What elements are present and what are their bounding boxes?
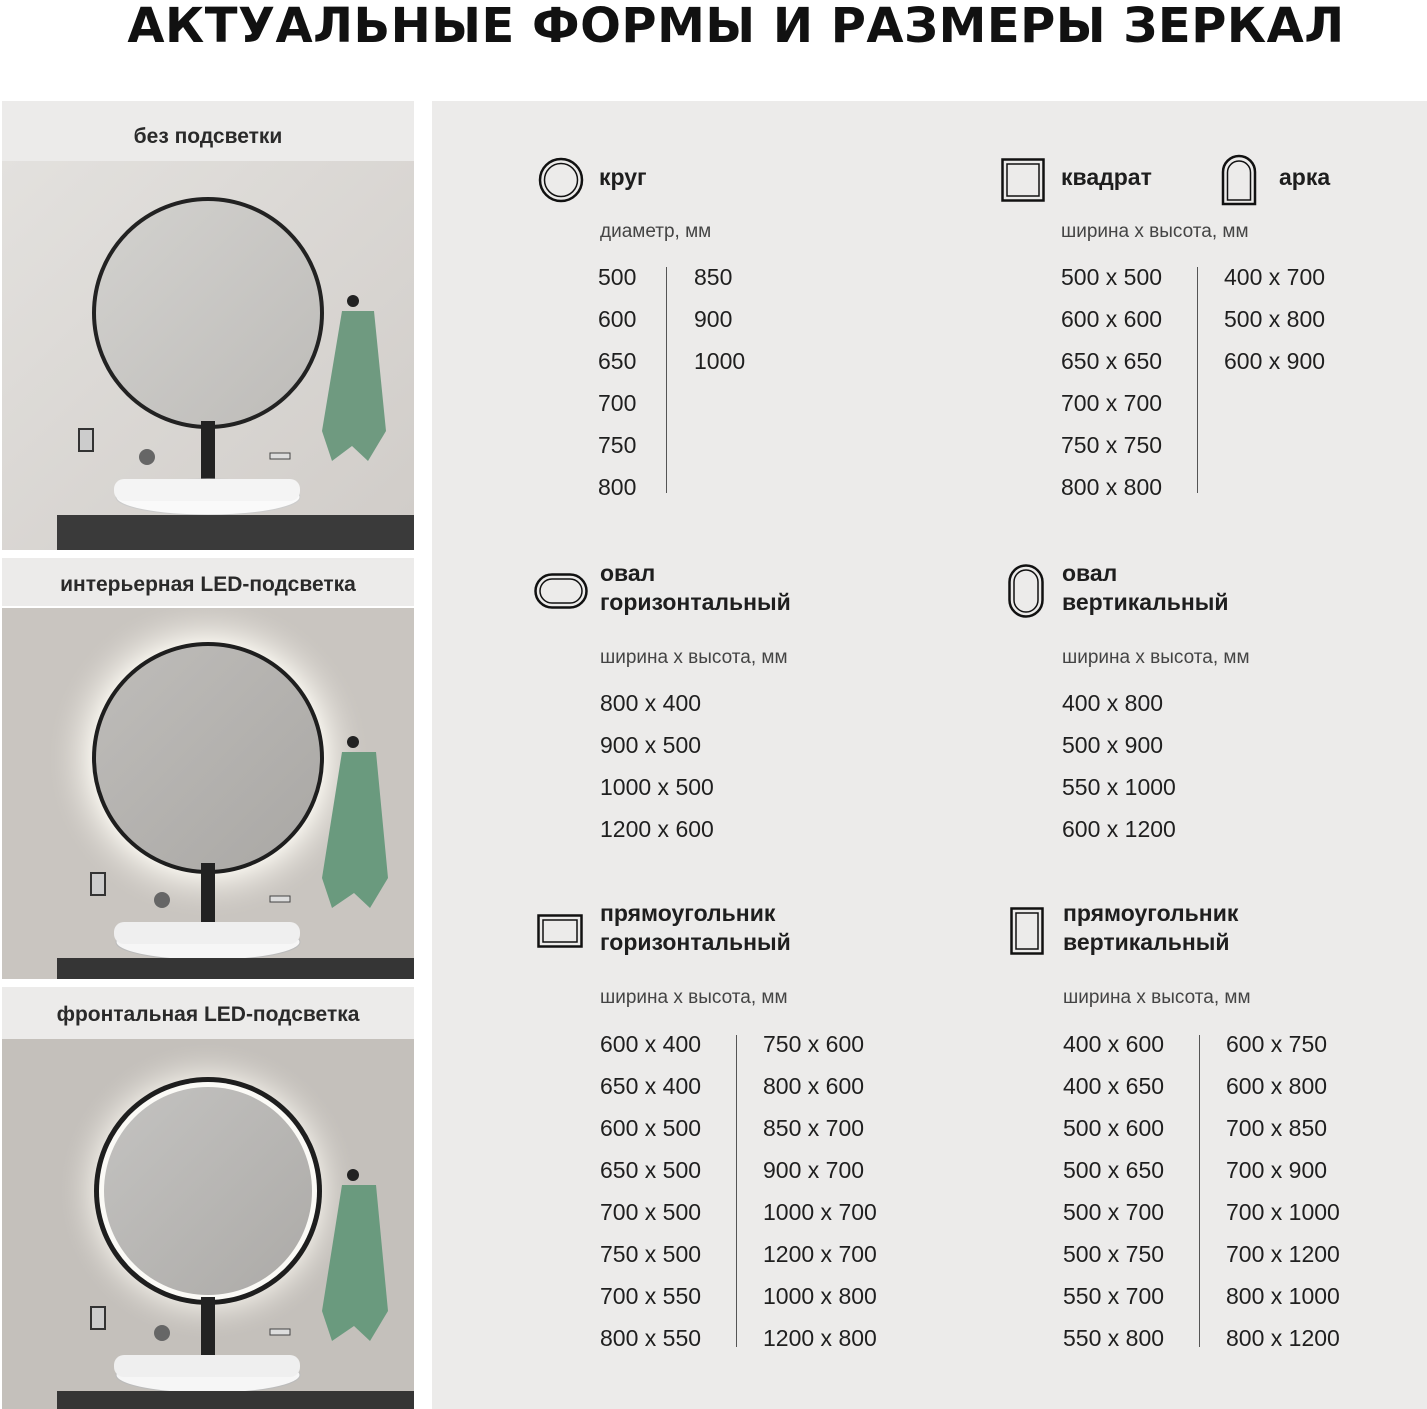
shape-unit-label: ширина х высота, мм [600, 647, 788, 668]
size-value: 500 x 750 [1063, 1241, 1165, 1267]
size-value: 400 x 600 [1063, 1031, 1165, 1057]
size-list [598, 256, 636, 508]
size-value: 600 x 500 [600, 1115, 702, 1141]
shape-title: прямоугольник [1063, 900, 1239, 926]
size-value: 600 x 400 [600, 1031, 702, 1057]
variant-label: интерьерная LED-подсветка [2, 558, 414, 606]
size-value: 800 x 600 [763, 1073, 865, 1099]
size-value: 500 [598, 264, 637, 290]
mirror-photo-no-light [2, 161, 414, 550]
variant-no-light [2, 101, 414, 550]
size-value: 900 x 700 [763, 1157, 865, 1183]
size-value: 550 x 800 [1063, 1325, 1165, 1351]
size-value: 800 x 400 [600, 690, 702, 716]
size-value: 650 x 650 [1061, 348, 1163, 374]
size-value: 500 x 800 [1224, 306, 1326, 332]
shape-unit-label: ширина х высота, мм [1062, 647, 1250, 668]
size-value: 1200 x 600 [600, 816, 714, 842]
size-value: 700 x 900 [1226, 1157, 1328, 1183]
shape-unit-label: диаметр, мм [600, 221, 712, 242]
size-value: 850 [694, 264, 733, 290]
size-value: 1000 x 800 [763, 1283, 877, 1309]
size-list [600, 682, 714, 850]
shape-unit-label: ширина х высота, мм [600, 987, 788, 1008]
mirror-photo-front-led [2, 1039, 414, 1409]
rect-vertical-shape-icon [1010, 907, 1044, 955]
circle-shape-icon [538, 157, 584, 203]
size-value: 900 [694, 306, 733, 332]
shape-title: горизонтальный [600, 929, 791, 955]
shape-title: вертикальный [1063, 929, 1230, 955]
size-value: 700 x 1200 [1226, 1241, 1340, 1267]
size-value: 650 x 500 [600, 1157, 702, 1183]
shape-title: прямоугольник [600, 900, 776, 926]
size-list [1062, 682, 1176, 850]
variant-label: фронтальная LED-подсветка [2, 987, 414, 1039]
variant-label: без подсветки [2, 101, 414, 161]
size-value: 800 x 1000 [1226, 1283, 1340, 1309]
size-value: 1000 [694, 348, 746, 374]
oval-horizontal-shape-icon [534, 573, 588, 609]
size-value: 1200 x 700 [763, 1241, 877, 1267]
shape-unit-label: ширина х высота, мм [1063, 987, 1251, 1008]
size-value: 700 x 700 [1061, 390, 1163, 416]
shape-title: квадрат [1061, 164, 1152, 190]
size-value: 700 x 850 [1226, 1115, 1328, 1141]
size-value: 600 [598, 306, 637, 332]
column-divider [666, 267, 667, 493]
size-list [694, 256, 745, 382]
size-value: 400 x 650 [1063, 1073, 1165, 1099]
size-value: 750 x 600 [763, 1031, 865, 1057]
rect-horizontal-shape-icon [537, 914, 583, 948]
size-value: 600 x 900 [1224, 348, 1326, 374]
variant-front-led [2, 987, 414, 1409]
variant-interior-led [2, 558, 414, 979]
size-value: 500 x 900 [1062, 732, 1164, 758]
column-divider [1199, 1035, 1200, 1347]
size-value: 800 x 1200 [1226, 1325, 1340, 1351]
size-value: 750 x 750 [1061, 432, 1163, 458]
size-value: 700 x 500 [600, 1199, 702, 1225]
size-value: 750 [598, 432, 637, 458]
size-value: 600 x 800 [1226, 1073, 1328, 1099]
size-value: 800 x 550 [600, 1325, 702, 1351]
shape-title: круг [599, 164, 647, 190]
square-shape-icon [1001, 158, 1045, 202]
size-value: 800 [598, 474, 637, 500]
sizes-panel [432, 101, 1427, 1409]
size-value: 750 x 500 [600, 1241, 702, 1267]
oval-vertical-shape-icon [1008, 564, 1044, 618]
column-divider [736, 1035, 737, 1347]
size-value: 500 x 500 [1061, 264, 1163, 290]
shape-title: вертикальный [1062, 589, 1229, 615]
size-value: 700 x 550 [600, 1283, 702, 1309]
shape-title: горизонтальный [600, 589, 791, 615]
size-value: 600 x 1200 [1062, 816, 1176, 842]
size-value: 500 x 700 [1063, 1199, 1165, 1225]
size-list [600, 1023, 701, 1359]
page-title: АКТУАЛЬНЫЕ ФОРМЫ И РАЗМЕРЫ ЗЕРКАЛ [127, 0, 1345, 54]
size-value: 550 x 700 [1063, 1283, 1165, 1309]
size-list [1063, 1023, 1164, 1359]
size-value: 650 [598, 348, 637, 374]
shape-unit-label: ширина х высота, мм [1061, 221, 1249, 242]
size-list [1226, 1023, 1340, 1359]
mirror-photo-interior-led [2, 608, 414, 979]
size-value: 500 x 650 [1063, 1157, 1165, 1183]
size-value: 900 x 500 [600, 732, 702, 758]
size-value: 400 x 700 [1224, 264, 1326, 290]
size-list [1061, 256, 1162, 508]
size-list [1224, 256, 1325, 382]
shape-title: арка [1279, 164, 1331, 190]
size-value: 650 x 400 [600, 1073, 702, 1099]
size-value: 500 x 600 [1063, 1115, 1165, 1141]
size-value: 1200 x 800 [763, 1325, 877, 1351]
size-value: 600 x 750 [1226, 1031, 1328, 1057]
size-value: 600 x 600 [1061, 306, 1163, 332]
size-value: 1000 x 500 [600, 774, 714, 800]
shape-title: овал [600, 560, 656, 586]
size-value: 700 x 1000 [1226, 1199, 1340, 1225]
size-value: 1000 x 700 [763, 1199, 877, 1225]
size-value: 400 x 800 [1062, 690, 1164, 716]
size-value: 700 [598, 390, 637, 416]
size-value: 850 x 700 [763, 1115, 865, 1141]
size-value: 800 x 800 [1061, 474, 1163, 500]
column-divider [1197, 267, 1198, 493]
size-value: 550 x 1000 [1062, 774, 1176, 800]
shape-title: овал [1062, 560, 1118, 586]
size-list [763, 1023, 877, 1359]
arch-shape-icon [1221, 154, 1257, 206]
